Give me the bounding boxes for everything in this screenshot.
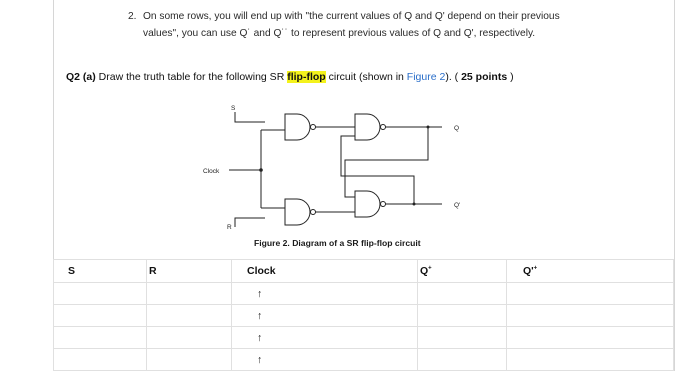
table-header-row [54,260,674,283]
question-text-after: circuit (shown in [325,71,407,83]
cell-s[interactable] [54,305,147,327]
cell-qbar[interactable] [507,305,674,327]
header-qbar: Q'+ [507,260,674,283]
cell-clock: ↑ [232,305,418,327]
highlighted-term: flip-flop [287,71,326,83]
header-clock: Clock [232,260,418,283]
cell-qbar[interactable] [507,283,674,305]
nand-gate-q [355,114,380,140]
cell-clock: ↑ [232,327,418,349]
question-text-end: ). ( [445,71,462,83]
cell-qbar[interactable] [507,327,674,349]
question-q2a [66,71,514,83]
figure-caption: Figure 2. Diagram of a SR flip-flop circuit [254,238,421,248]
cell-r[interactable] [147,283,232,305]
nand-gate-qbar [355,191,380,217]
qbar-junction-dot [413,203,416,206]
cell-qbar[interactable] [507,349,674,371]
cell-r[interactable] [147,327,232,349]
cell-q[interactable] [418,305,507,327]
nand-gate-r [285,199,310,225]
cell-r[interactable] [147,305,232,327]
question-text-before: Draw the truth table for the following SR [95,71,288,83]
label-q: Q [454,125,460,132]
cell-s[interactable] [54,349,147,371]
cell-clock: ↑ [232,283,418,305]
cell-q[interactable] [418,283,507,305]
question-close: ) [507,71,514,83]
table-row [54,283,674,305]
nand-bubble-r [311,210,316,215]
cell-q[interactable] [418,349,507,371]
figure-link[interactable]: Figure 2 [406,71,446,83]
table-row [54,349,674,371]
label-clock: Clock [203,168,220,175]
clock-junction-dot [259,168,263,172]
cell-s[interactable] [54,283,147,305]
cell-s[interactable] [54,327,147,349]
r-input-wire [235,218,265,227]
cell-r[interactable] [147,349,232,371]
label-r: R [227,224,232,231]
nand-bubble-qbar [381,202,386,207]
feedback-qbar-to-top [341,136,414,204]
item-text: On some rows, you will end up with "the current values of Q and Q' depend on their previous values", you can use Q˙ and Q˙˙ to represent previous values of Q and Q', respectively. [143,11,560,39]
truth-table [53,259,674,371]
nand-gate-s [285,114,310,140]
points-label: 25 points [461,71,508,83]
label-s: S [231,105,236,112]
table-row [54,327,674,349]
table-row [54,305,674,327]
header-s: S [54,260,147,283]
feedback-q-to-bottom [345,127,428,197]
nand-bubble-q [381,125,386,130]
instruction-item-2 [128,9,598,42]
sr-flip-flop-diagram [195,100,485,240]
label-qbar: Q' [454,202,461,209]
q-junction-dot [427,126,430,129]
header-q: Q+ [418,260,507,283]
header-r: R [147,260,232,283]
cell-q[interactable] [418,327,507,349]
cell-clock: ↑ [232,349,418,371]
question-label: Q2 (a) [66,71,96,83]
s-input-wire [235,112,265,122]
nand-bubble-s [311,125,316,130]
item-number: 2. [128,11,137,22]
